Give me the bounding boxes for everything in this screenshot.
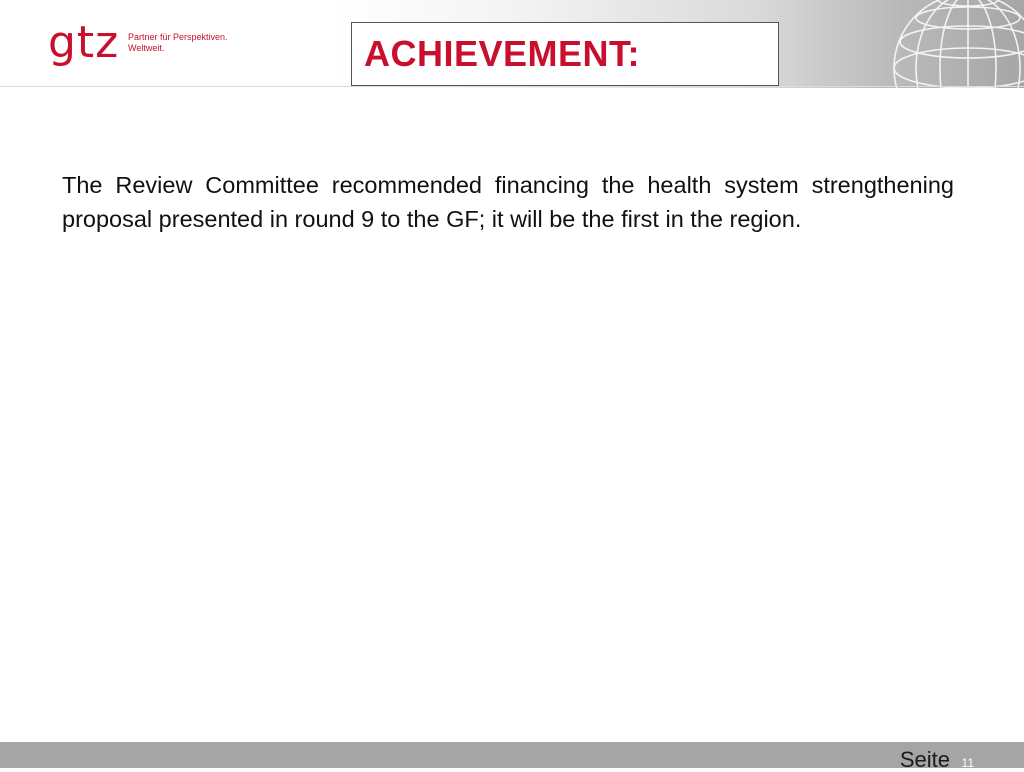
page-number: 11: [961, 756, 974, 770]
globe-icon: [888, 0, 1024, 88]
logo-tagline: [128, 32, 228, 54]
gtz-logo: [48, 17, 238, 80]
logo-wordmark: gtz: [48, 17, 120, 68]
logo-tagline-line-2: Weltweit.: [128, 43, 165, 53]
page-label: Seite: [899, 747, 950, 772]
slide-title: ACHIEVEMENT:: [364, 33, 641, 74]
title-box: [351, 22, 779, 86]
slide-header: [0, 0, 1024, 88]
body-paragraph: The Review Committee recommended financing the health system strengthening proposal presented in round 9 to the GF; it will be the first in the region.: [62, 172, 954, 232]
header-divider: [0, 86, 1024, 87]
logo-tagline-line-1: Partner für Perspektiven.: [128, 32, 228, 42]
footer-bar: [0, 742, 1024, 772]
